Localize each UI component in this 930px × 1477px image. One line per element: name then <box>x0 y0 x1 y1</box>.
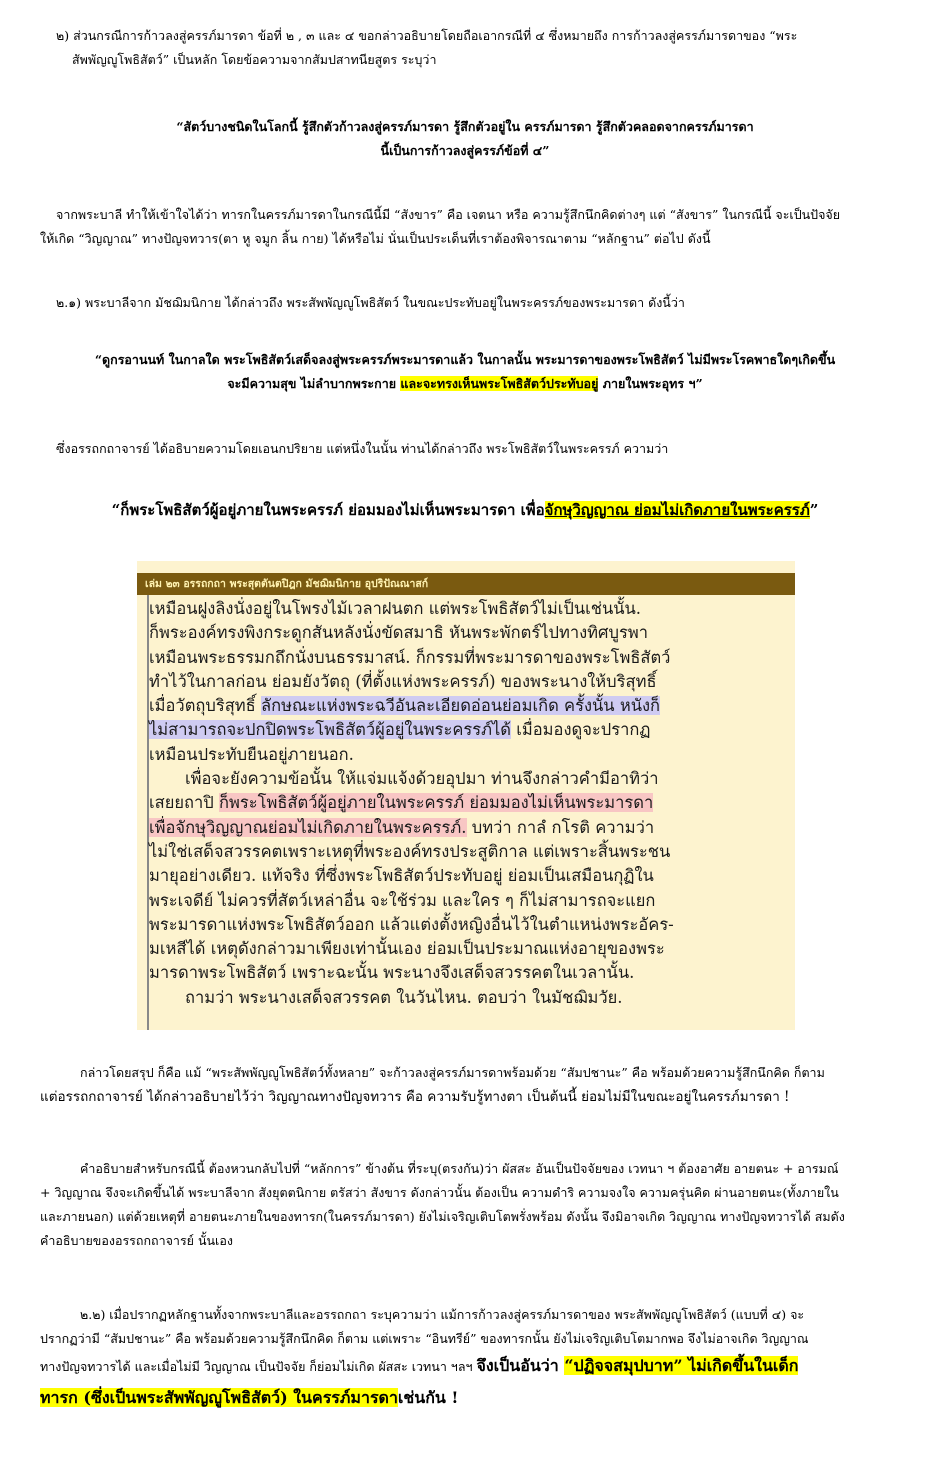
text-segment: “ก็พระโพธิสัตว์ผู้อยู่ภายในพระครรภ์ ย่อมมองไม่เห็นพระมารดา เพื่อ <box>111 501 545 519</box>
highlight-segment: “ปฏิจจสมุปบาท” ไม่เกิดขึ้นในเด็ก <box>564 1356 799 1375</box>
scan-header-bar: เล่ม ๒๓ อรรถกถา พระสุตตันตปิฎก มัชฌิมนิกาย อุปริปัณณาสก์ <box>137 573 795 595</box>
text-segment: ทางปัญจทวารได้ และเมื่อไม่มี วิญญาณ เป็นปัจจัย ก็ย่อมไม่เกิด ผัสสะ เวทนา ฯลฯ <box>40 1359 477 1374</box>
text-segment: จึงเป็นอันว่า <box>476 1356 565 1375</box>
quote-commentary <box>0 496 930 524</box>
scan-line <box>149 694 789 718</box>
text-line: นี้เป็นการก้าวลงสู่ครรภ์ข้อที่ ๔” <box>380 143 550 158</box>
highlight-segment: และจะทรงเห็นพระโพธิสัตว์ประทับอยู่ <box>400 376 599 391</box>
paragraph-case-2 <box>0 24 930 72</box>
scan-line <box>149 816 789 840</box>
pink-highlight: ก็พระโพธิสัตว์ผู้อยู่ภายในพระครรภ์ ย่อมมองไม่เห็นพระมารดา <box>219 793 654 813</box>
text-line: ๒.๑) พระบาลีจาก มัชฌิมนิกาย ได้กล่าวถึง พระสัพพัญญูโพธิสัตว์ ในขณะประทับอยู่ในพระครรภ์ของพระมารดา ดังนี้ว่า <box>56 295 685 310</box>
scan-line: พระมารดาแห่งพระโพธิสัตว์ออก แล้วแต่งตั้งหญิงอื่นไว้ในตำแหน่งพระอัคร- <box>149 914 674 934</box>
paragraph-explanation <box>0 1157 930 1253</box>
text-segment: เช่นกัน ! <box>397 1388 459 1407</box>
scan-line: มายุอย่างเดียว. แท้จริง ที่ซึ่งพระโพธิสัตว์ประทับอยู่ ย่อมเป็นเสมือนกุฏิใน <box>149 866 654 886</box>
text-segment: จะมีความสุข ไม่ลำบากพระกาย <box>227 376 401 391</box>
scan-line: ทำไว้ในกาลก่อน ย่อมยังวัตถุ (ที่ตั้งแห่งพระครรภ์) ของพระนางให้บริสุทธิ์ <box>149 671 657 691</box>
text-line: แต่อรรถกถาจารย์ ได้กล่าวอธิบายไว้ว่า วิญญาณทางปัญจทวาร คือ ความรับรู้ทางตา เป็นต้นนี้ ย่อมไม่มีในขณะอยู่ในครรภ์มารดา ! <box>40 1089 790 1105</box>
text-line: จากพระบาลี ทำให้เข้าใจได้ว่า ทารกในครรภ์มารดาในกรณีนี้มี “สังขาร” คือ เจตนา หรือ ความรู้สึกนึกคิดต่างๆ แต่ “สังขาร” ในกรณีนี้ จะเป็นปัจจัย <box>56 207 841 222</box>
text-segment: บทว่า กาลํ กโรติ ความว่า <box>466 817 655 837</box>
text-line: ปรากฏว่ามี “สัมปชานะ” คือ พร้อมด้วยความรู้สึกนึกคิด ก็ตาม แต่เพราะ “อินทรีย์” ของทารกนั้น ยังไม่เจริญเติบโตมากพอ จึงไม่อาจเกิด วิญญาณ <box>40 1331 809 1346</box>
scan-line: ก็พระองค์ทรงพิงกระดูกสันหลังนั่งขัดสมาธิ หันพระพักตร์ไปทางทิศบูรพา <box>149 623 648 643</box>
paragraph-sankhara <box>0 203 930 251</box>
purple-highlight: ลักษณะแห่งพระฉวีอันละเอียดอ่อนย่อมเกิด ครั้งนั้น หนังก็ <box>261 696 661 716</box>
text-line <box>40 1382 890 1415</box>
scan-line: ไม่ใช่เสด็จสวรรคตเพราะเหตุที่พระองค์ทรงประสูติกาล แต่เพราะสิ้นพระชน <box>149 841 671 861</box>
scan-line: เพื่อจะยังความข้อนั้น ให้แจ่มแจ้งด้วยอุปมา ท่านจึงกล่าวคำมีอาทิว่า <box>185 769 659 789</box>
text-line: กล่าวโดยสรุป ก็คือ แม้ “พระสัพพัญญูโพธิสัตว์ทั้งหลาย” จะก้าวลงสู่ครรภ์มารดาพร้อมด้วย “สัมปชานะ” คือ พร้อมด้วยความรู้สึกนึกคิด ก็ตาม <box>80 1065 825 1080</box>
text-line: ๒) ส่วนกรณีการก้าวลงสู่ครรภ์มารดา ข้อที่ ๒ , ๓ และ ๔ ขอกล่าวอธิบายโดยถือเอากรณีที่ ๔ ซึ่งหมายถึง การก้าวลงสู่ครรภ์มารดาของ “พระ <box>56 28 798 43</box>
text-line <box>0 372 930 396</box>
text-segment: เมื่อมองดูจะปรากฏ <box>511 720 651 740</box>
scan-line <box>149 718 789 742</box>
scan-line: ถามว่า พระนางเสด็จสวรรคต ในวันไหน. ตอบว่า ในมัชฌิมวัย. <box>185 987 623 1007</box>
purple-highlight: ไม่สามารถจะปกปิดพระโพธิสัตว์ผู้อยู่ในพระครรภ์ได้ <box>149 720 511 740</box>
scanned-page-excerpt <box>137 561 795 1030</box>
scan-line <box>149 791 789 815</box>
text-line: “ดูกรอานนท์ ในกาลใด พระโพธิสัตว์เสด็จลงสู่พระครรภ์พระมารดาแล้ว ในกาลนั้น พระมารดาของพระโพธิสัตว์ ไม่มีพระโรคพาธใดๆเกิดขึ้น <box>94 352 836 367</box>
text-segment: เสยยถาปิ <box>149 793 220 813</box>
scan-line: พระเจดีย์ ไม่ควรที่สัตว์เหล่าอื่น จะใช้ร่วม และใคร ๆ ก็ไม่สามารถจะแยก <box>149 890 656 910</box>
paragraph-2-1 <box>0 291 930 315</box>
text-line: คำอธิบายของอรรถกถาจารย์ นั้นเอง <box>40 1233 233 1248</box>
text-line: + วิญญาณ จึงจะเกิดขึ้นได้ พระบาลีจาก สังยุตตนิกาย ตรัสว่า สังขาร ดังกล่าวนั้น ต้องเป็น ความดำริ ความจงใจ ความครุ่นคิด ผ่านอายตนะ(ทั้งภายใน <box>40 1185 839 1200</box>
pink-highlight: เพื่อจักษุวิญญาณย่อมไม่เกิดภายในพระครรภ์. <box>149 817 467 837</box>
text-segment: ภายในพระอุทร ฯ” <box>598 376 703 391</box>
quote-sampasadaniya <box>0 115 930 163</box>
text-line: คำอธิบายสำหรับกรณีนี้ ต้องหวนกลับไปที่ “หลักการ” ข้างต้น ที่ระบุ(ตรงกัน)ว่า ผัสสะ อันเป็นปัจจัยของ เวทนา ฯ ต้องอาศัย อายตนะ + อารมณ์ <box>80 1161 839 1176</box>
text-line: และภายนอก) แต่ด้วยเหตุที่ อายตนะภายในของทารก(ในครรภ์มารดา) ยังไม่เจริญเติบโตพรั่งพร้อม ดังนั้น จึงมิอาจเกิด วิญญาณ ทางปัญจทวารได้ สมดัง <box>40 1209 845 1224</box>
text-line <box>40 1351 890 1382</box>
scan-line: มเหสีได้ เหตุดังกล่าวมาเพียงเท่านั้นเอง ย่อมเป็นประมาณแห่งอายุของพระ <box>149 939 665 959</box>
text-line: สัพพัญญูโพธิสัตว์” เป็นหลัก โดยข้อความจากสัมปสาทนียสูตร ระบุว่า <box>72 52 437 67</box>
scan-line: เหมือนพระธรรมกถึกนั่งบนธรรมาสน์. ก็กรรมที่พระมารดาของพระโพธิสัตว์ <box>149 647 671 667</box>
scan-line: มารดาพระโพธิสัตว์ เพราะฉะนั้น พระนางจึงเสด็จสวรรคตในเวลานั้น. <box>149 963 635 983</box>
paragraph-summary <box>0 1061 930 1109</box>
highlight-segment: จักษุวิญญาณ ย่อมไม่เกิดภายในพระครรภ์ <box>544 501 810 519</box>
scan-text <box>149 597 789 1010</box>
text-line: “สัตว์บางชนิดในโลกนี้ รู้สึกตัวก้าวลงสู่ครรภ์มารดา รู้สึกตัวอยู่ใน ครรภ์มารดา รู้สึกตัวคลอดจากครรภ์มารดา <box>176 119 754 134</box>
text-segment: ” <box>809 501 819 519</box>
quote-ananda <box>0 348 930 396</box>
text-line: ซึ่งอรรถกถาจารย์ ได้อธิบายความโดยเอนกปริยาย แต่หนึ่งในนั้น ท่านได้กล่าวถึง พระโพธิสัตว์ในพระครรภ์ ความว่า <box>56 441 669 456</box>
paragraph-2-2 <box>0 1303 930 1415</box>
scan-line: เหมือนฝูงลิงนั่งอยู่ในโพรงไม้เวลาฝนตก แต่พระโพธิสัตว์ไม่เป็นเช่นนั้น. <box>149 599 642 618</box>
highlight-segment: ทารก (ซึ่งเป็นพระสัพพัญญูโพธิสัตว์) ในครรภ์มารดา <box>40 1388 398 1407</box>
text-line: ๒.๒) เมื่อปรากฏหลักฐานทั้งจากพระบาลีและอรรถกถา ระบุความว่า แม้การก้าวลงสู่ครรภ์มารดาของ พระสัพพัญญูโพธิสัตว์ (แบบที่ ๔) จะ <box>80 1307 805 1322</box>
scan-line: เหมือนประทับยืนอยู่ภายนอก. <box>149 744 354 764</box>
text-segment: เมื่อวัตถุบริสุทธิ์ <box>149 696 261 716</box>
text-line: ให้เกิด “วิญญาณ” ทางปัญจทวาร(ตา หู จมูก ลิ้น กาย) ได้หรือไม่ นั่นเป็นประเด็นที่เราต้องพิจารณาตาม “หลักฐาน” ต่อไป ดังนี้ <box>40 231 711 246</box>
paragraph-commentary-intro <box>0 437 930 461</box>
